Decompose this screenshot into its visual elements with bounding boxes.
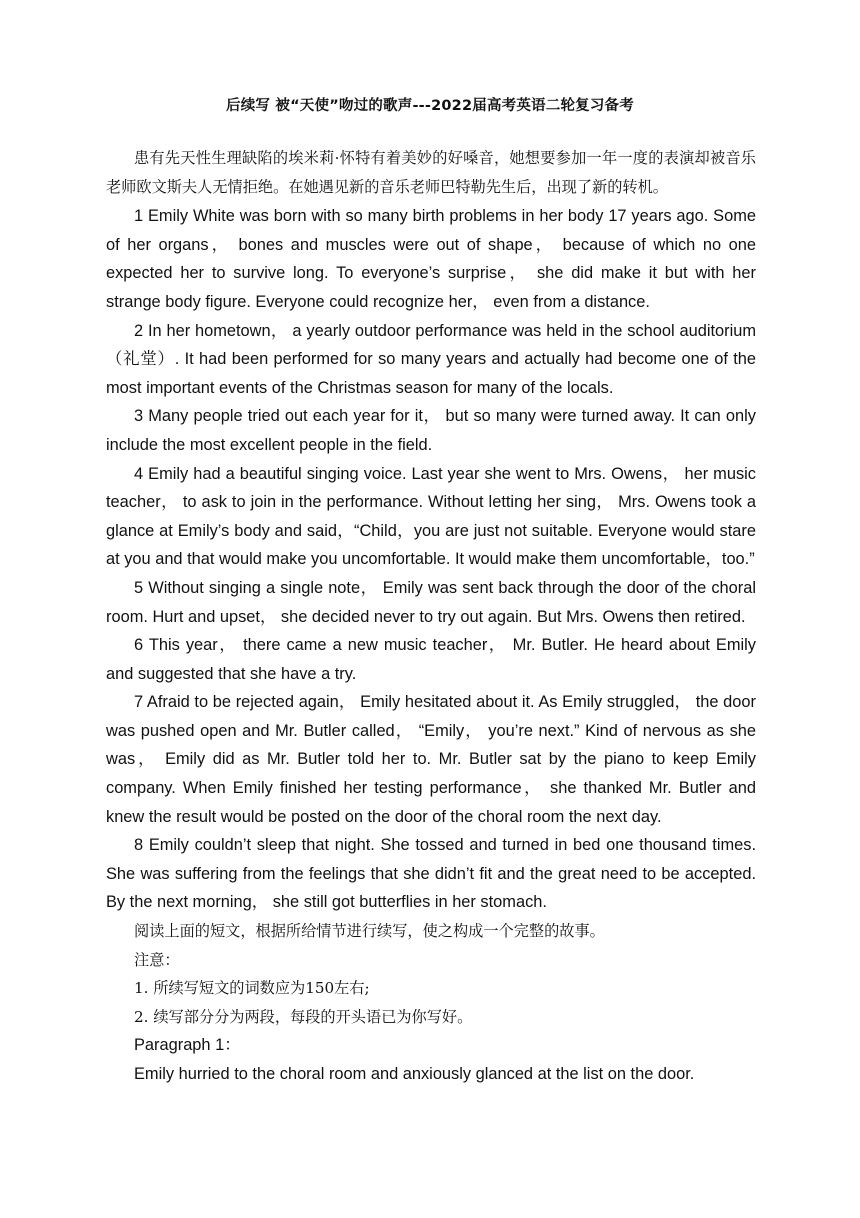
note-label: 注意：	[134, 950, 180, 969]
story-paragraph-1: 1 Emily White was born with so many birth problems in her body 17 years ago. Some of her organs， bones and muscles were out of shape， because of which no one expected her to survive long. To everyone’s surprise， she did make it but with her strange body figure. Everyone could recognize her， even from a distance.	[106, 207, 756, 311]
intro-paragraph: 患有先天性生理缺陷的埃米莉·怀特有着美妙的好嗓音，她想要参加一年一度的表演却被音乐老师欧文斯夫人无情拒绝。在她遇见新的音乐老师巴特勒先生后，出现了新的转机。	[106, 149, 756, 196]
story-paragraph-8: 8 Emily couldn’t sleep that night. She tossed and turned in bed one thousand times. She was suffering from the feelings that she didn’t fit and the great need to be accepted. By the next morning， she still got butterflies in her stomach.	[106, 836, 756, 912]
document-title: 后续写 被“天使”吻过的歌声---2022届高考英语二轮复习备考	[226, 98, 634, 114]
story-paragraph-6: 6 This year， there came a new music teacher， Mr. Butler. He heard about Emily and suggested that she have a try.	[106, 636, 756, 683]
story-paragraph-2: 2 In her hometown， a yearly outdoor performance was held in the school auditorium（礼堂）. It had been performed for so many years and actually had become one of the most important events of the Christmas season for many of the locals.	[106, 321, 756, 397]
document-body	[106, 144, 756, 1089]
story-paragraph-5: 5 Without singing a single note， Emily was sent back through the door of the choral room. Hurt and upset， she decided never to try out again. But Mrs. Owens then retired.	[106, 578, 756, 626]
note-item-2: 2. 续写部分分为两段，每段的开头语已为你写好。	[134, 1007, 473, 1026]
note-item-1: 1. 所续写短文的词数应为150左右;	[134, 979, 370, 998]
paragraph-1-label: Paragraph 1：	[134, 1036, 241, 1055]
story-paragraph-3: 3 Many people tried out each year for it， but so many were turned away. It can only include the most excellent people in the field.	[106, 407, 756, 454]
story-paragraph-4: 4 Emily had a beautiful singing voice. Last year she went to Mrs. Owens， her music teacher， to ask to join in the performance. Without letting her sing， Mrs. Owens took a glance at Emily’s body and said，“Child，you are just not suitable. Everyone would stare at you and that would make you uncomfortable. It would make them uncomfortable，too.”	[106, 464, 756, 569]
paragraph-1-opening: Emily hurried to the choral room and anxiously glanced at the list on the door.	[134, 1065, 695, 1083]
task-instruction: 阅读上面的短文，根据所给情节进行续写，使之构成一个完整的故事。	[134, 922, 605, 941]
story-paragraph-7: 7 Afraid to be rejected again， Emily hesitated about it. As Emily struggled， the door was pushed open and Mr. Butler called， “Emily， you’re next.” Kind of nervous as she was， Emily did as Mr. Butler told her to. Mr. Butler sat by the piano to keep Emily company. When Emily finished her testing performance， she thanked Mr. Butler and knew the result would be posted on the door of the choral room the next day.	[106, 693, 756, 826]
